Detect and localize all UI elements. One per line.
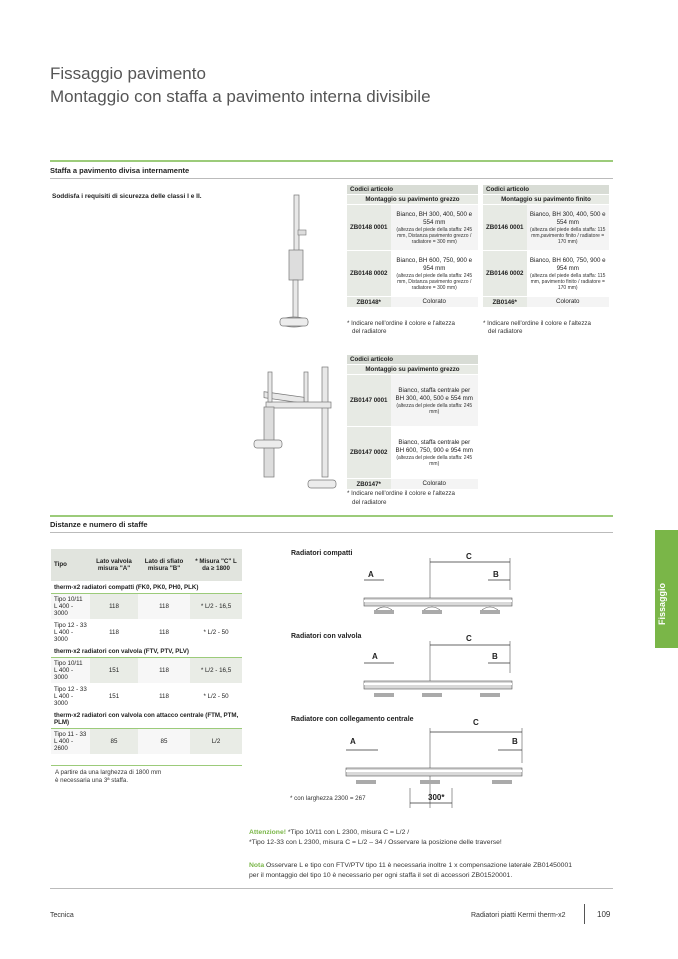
row-length: L 400 - 3000: [54, 628, 74, 643]
table-note: del radiatore: [488, 328, 523, 335]
col-header: Lato di sfiato misura "B": [138, 549, 190, 581]
article-desc-small: (altezza del piede della staffa: 115 mm,pavimento finito / radiatore = 170 mm): [530, 226, 606, 245]
article-code: ZB0146 0002: [483, 251, 527, 297]
cell-a: 85: [90, 728, 138, 754]
table-bottom-rule: [51, 765, 242, 766]
cell-c: * L/2 - 16,5: [190, 657, 242, 683]
col-header: * Misura "C" L da ≥ 1800: [190, 549, 242, 581]
article-desc-small: (altezza del piede della staffa: 245 mm): [396, 402, 473, 415]
article-desc: Colorato: [527, 297, 610, 308]
footer-left: Tecnica: [50, 912, 74, 919]
article-code: ZB0146 0001: [483, 205, 527, 251]
table-header: Codici articolo: [483, 185, 609, 195]
table-row: [51, 593, 90, 619]
footer-rule: [50, 888, 613, 889]
attention-block: [249, 828, 502, 848]
dim-label-b: B: [512, 737, 518, 746]
cell-c: * L/2 - 16,5: [190, 593, 242, 619]
section-divider: [50, 160, 613, 162]
article-desc: Bianco, staffa centrale per BH 600, 750, 900 e 954 mm: [395, 438, 473, 454]
cell-b: 118: [138, 683, 190, 709]
article-desc-small: (altezza del piede della staffa: 245 mm): [396, 454, 473, 467]
table-header: Codici articolo: [347, 185, 478, 195]
group-header: therm-x2 radiatori con valvola (FTV, PTV, PLV): [51, 645, 242, 657]
cell-b: 118: [138, 619, 190, 645]
table-subheader: Montaggio su pavimento grezzo: [347, 365, 478, 375]
table-subheader: Montaggio su pavimento grezzo: [347, 195, 478, 205]
footer-right: Radiatori piatti Kermi therm-x2: [471, 912, 566, 919]
distance-table: [51, 549, 242, 755]
group-header: therm-x2 radiatori compatti (FK0, PK0, PH0, PLK): [51, 581, 242, 593]
article-desc: Bianco, BH 600, 750, 900 e 954 mm: [529, 256, 606, 272]
row-length: L 400 - 3000: [54, 602, 74, 617]
article-table-finito: [483, 185, 609, 308]
table-row: [51, 619, 90, 645]
group-header: therm-x2 radiatori con valvola con attacco centrale (FTM, PTM, PLM): [51, 709, 242, 728]
table-subheader: Montaggio su pavimento finito: [483, 195, 609, 205]
table-note: * Indicare nell'ordine il colore e l'altezza: [347, 490, 455, 497]
attention-line2: *Tipo 12-33 con L 2300, misura C = L/2 – 34 / Osservare la posizione delle traverse!: [249, 839, 502, 846]
safety-text: Soddisfa i requisiti di sicurezza delle classi I e II.: [52, 193, 202, 200]
section-heading: Distanze e numero di staffe: [50, 520, 148, 529]
article-code: ZB0148*: [347, 297, 391, 308]
chapter-tab[interactable]: [655, 530, 678, 648]
attention-label: Attenzione!: [249, 829, 287, 836]
section-heading: Staffa a pavimento divisa internamente: [50, 166, 190, 175]
diagram-footnote: * con larghezza 2300 = 267: [290, 795, 366, 802]
table-note: * Indicare nell'ordine il colore e l'altezza: [347, 320, 455, 327]
article-desc: Colorato: [391, 479, 479, 490]
article-desc: Bianco, BH 300, 400, 500 e 554 mm: [529, 210, 606, 226]
table-note: A partire da una larghezza di 1800 mm: [55, 769, 162, 776]
table-note: del radiatore: [352, 499, 387, 506]
bracket-image-single: [272, 190, 332, 335]
row-length: L 400 - 2600: [54, 737, 74, 752]
col-header: Tipo: [51, 549, 90, 581]
row-type: Tipo 12 - 33: [54, 621, 87, 629]
row-type: Tipo 12 - 33: [54, 685, 87, 693]
bracket-image-central: [252, 362, 342, 502]
nota-line2: per il montaggio del tipo 10 è necessario per ogni staffa il set di accessori ZB01520001.: [249, 872, 513, 879]
article-code: ZB0147 0002: [347, 427, 391, 479]
page-subtitle: Montaggio con staffa a pavimento interna divisibile: [50, 87, 431, 106]
article-code: ZB0148 0002: [347, 251, 391, 297]
dim-label-b: B: [492, 652, 498, 661]
article-desc-small: (altezza del piede della staffa: 115 mm, pavimento finito / radiatore = 170 mm): [530, 272, 606, 291]
article-desc: Bianco, staffa centrale per BH 300, 400, 500 e 554 mm: [395, 386, 473, 402]
cell-b: 118: [138, 657, 190, 683]
article-desc-small: (altezza del piede della staffa: 245 mm, Distanza pavimento grezzo / radiatore = 300 mm): [396, 272, 473, 291]
diagram-title: Radiatore con collegamento centrale: [291, 716, 414, 723]
article-code: ZB0147*: [347, 479, 391, 490]
row-type: Tipo 10/11: [54, 659, 83, 667]
footer-separator: [584, 904, 585, 924]
section-rule: [50, 532, 613, 533]
section-divider: [50, 515, 613, 517]
nota-block: [249, 861, 572, 881]
dim-label-c: C: [466, 552, 472, 561]
dim-label-a: A: [350, 737, 356, 746]
table-row: [51, 683, 90, 709]
diagram-valve: [350, 633, 520, 703]
page-title: Fissaggio pavimento: [50, 64, 206, 83]
row-length: L 400 - 3000: [54, 692, 74, 707]
article-desc: Bianco, BH 600, 750, 900 e 954 mm: [396, 256, 473, 272]
article-desc: Bianco, BH 300, 400, 500 e 554 mm: [396, 210, 473, 226]
cell-b: 118: [138, 593, 190, 619]
row-type: Tipo 10/11: [54, 595, 83, 603]
row-type: Tipo 11 - 33: [54, 730, 87, 738]
cell-b: 85: [138, 728, 190, 754]
article-table-central: [347, 355, 478, 490]
row-length: L 400 - 3000: [54, 666, 74, 681]
table-row: [51, 657, 90, 683]
cell-c: L/2: [190, 728, 242, 754]
table-note: è necessaria una 3ª staffa.: [55, 777, 129, 784]
col-header: Lato valvola misura "A": [90, 549, 138, 581]
cell-c: * L/2 - 50: [190, 619, 242, 645]
page-number: 109: [597, 910, 611, 919]
article-table-grezzo: [347, 185, 478, 308]
table-row: [51, 728, 90, 754]
table-note: del radiatore: [352, 328, 387, 335]
cell-a: 151: [90, 683, 138, 709]
cell-c: * L/2 - 50: [190, 683, 242, 709]
cell-a: 151: [90, 657, 138, 683]
dim-label-300: 300*: [428, 793, 445, 802]
nota-line1: Osservare L e tipo con FTV/PTV tipo 11 è necessaria inoltre 1 x compensazione laterale ZB01450001: [264, 862, 573, 869]
diagram-compact: [350, 550, 520, 620]
attention-line1: *Tipo 10/11 con L 2300, misura C = L/2 /: [286, 829, 410, 836]
cell-a: 118: [90, 619, 138, 645]
diagram-title: Radiatori con valvola: [291, 633, 362, 640]
chapter-tab-label: Fissaggio: [657, 582, 667, 625]
article-code: ZB0148 0001: [347, 205, 391, 251]
dim-label-c: C: [473, 718, 479, 727]
article-desc: Colorato: [391, 297, 479, 308]
section-rule: [50, 178, 613, 179]
article-code: ZB0147 0001: [347, 375, 391, 427]
article-code: ZB0146*: [483, 297, 527, 308]
dim-label-a: A: [372, 652, 378, 661]
nota-label: Nota: [249, 862, 265, 869]
diagram-title: Radiatori compatti: [291, 550, 353, 557]
dim-label-b: B: [493, 570, 499, 579]
table-header: Codici articolo: [347, 355, 478, 365]
dim-label-a: A: [368, 570, 374, 579]
cell-a: 118: [90, 593, 138, 619]
article-desc-small: (altezza del piede della staffa: 245 mm, Distanza pavimento grezzo / radiatore = 300 mm): [396, 226, 473, 245]
dim-label-c: C: [466, 634, 472, 643]
table-note: * Indicare nell'ordine il colore e l'altezza: [483, 320, 591, 327]
